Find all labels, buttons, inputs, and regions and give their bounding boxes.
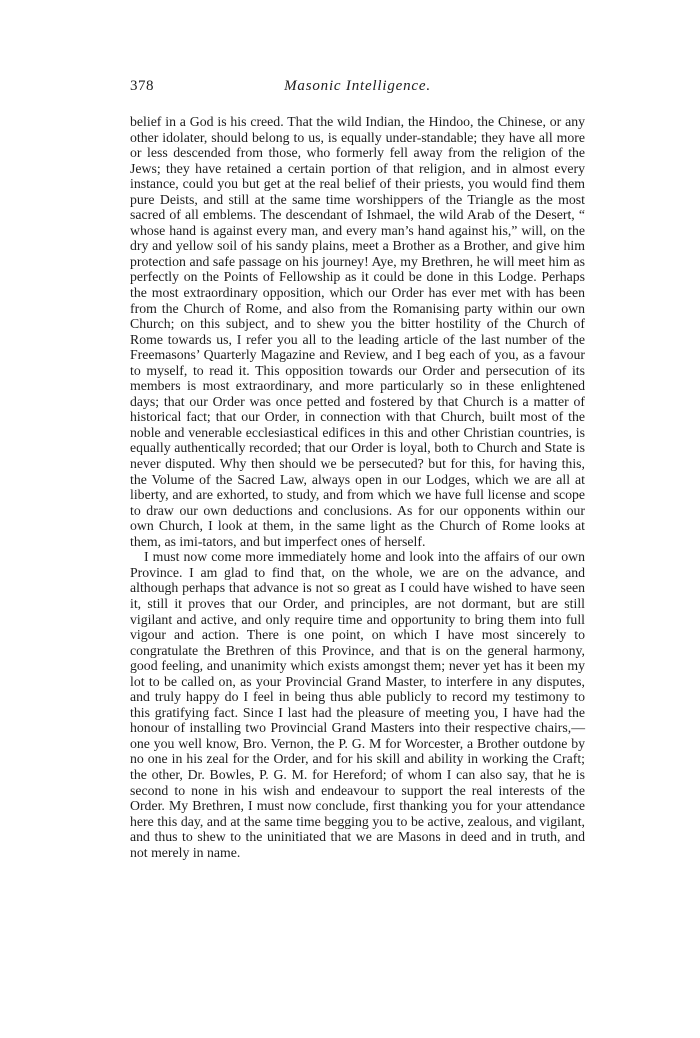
body-text <box>130 114 585 860</box>
paragraph: I must now come more immediately home and look into the affairs of our own Province. I am glad to find that, on the whole, we are on the advance, and although perhaps that advance is not so great as I could have wished to have seen it, still it proves that our Order, and principles, are not dormant, but are still vigilant and active, and only require time and opportunity to bring them into full vigour and action. There is one point, on which I have most sincerely to congratulate the Brethren of this Province, and that is on the general harmony, good feeling, and unanimity which exists amongst them; never yet has it been my lot to be called on, as your Provincial Grand Master, to interfere in any disputes, and truly happy do I feel in being thus able publicly to record my testimony to this gratifying fact. Since I last had the pleasure of meeting you, I have had the honour of installing two Provincial Grand Masters into their respective chairs,—one you well know, Bro. Vernon, the P. G. M for Worcester, a Brother outdone by no one in his zeal for the Order, and for his skill and ability in working the Craft; the other, Dr. Bowles, P. G. M. for Hereford; of whom I can also say, that he is second to none in his wish and endeavour to support the real interests of the Order. My Brethren, I must now conclude, first thanking you for your attendance here this day, and at the same time begging you to be active, zealous, and vigilant, and thus to shew to the uninitiated that we are Masons in deed and in truth, and not merely in name. <box>130 549 585 860</box>
running-title: Masonic Intelligence. <box>284 78 431 94</box>
paragraph: belief in a God is his creed. That the wild Indian, the Hindoo, the Chinese, or any other idolater, should belong to us, is equally under-standable; they have all more or less descended from those, who formerly fell away from the religion of the Jews; they have retained a certain portion of that religion, and in almost every instance, could you but get at the real belief of their priests, you would find them pure Deists, and still at the same time worshippers of the Triangle as the most sacred of all emblems. The descendant of Ishmael, the wild Arab of the Desert, “ whose hand is against every man, and every man’s hand against his,” will, on the dry and yellow soil of his sandy plains, meet a Brother as a Brother, and give him protection and safe passage on his journey! Aye, my Brethren, he will meet him as perfectly on the Points of Fellowship as it could be done in this Lodge. Perhaps the most extraordinary opposition, which our Order has ever met with has been from the Church of Rome, and also from the Romanising party within our own Church; on this subject, and to shew you the bitter hostility of the Church of Rome towards us, I refer you all to the leading article of the last number of the Freemasons’ Quarterly Magazine and Review, and I beg each of you, as a favour to myself, to read it. This opposition towards our Order and persecution of its members is most extraordinary, and more particularly so in these enlightened days; that our Order was once petted and fostered by that Church is a matter of historical fact; that our Order, in connection with that Church, built most of the noble and venerable ecclesiastical edifices in this and other Christian countries, is equally authentically recorded; that our Order is loyal, both to Church and State is never disputed. Why then should we be persecuted? but for this, for having this, the Volume of the Sacred Law, always open in our Lodges, which we are all at liberty, and are exhorted, to study, and from which we have full license and scope to draw our own deductions and conclusions. As for our opponents within our own Church, I look at them, in the same light as the Church of Rome looks at them, as imi-tators, and but imperfect ones of herself. <box>130 114 585 549</box>
page-header <box>130 78 585 100</box>
page-number: 378 <box>130 78 154 94</box>
